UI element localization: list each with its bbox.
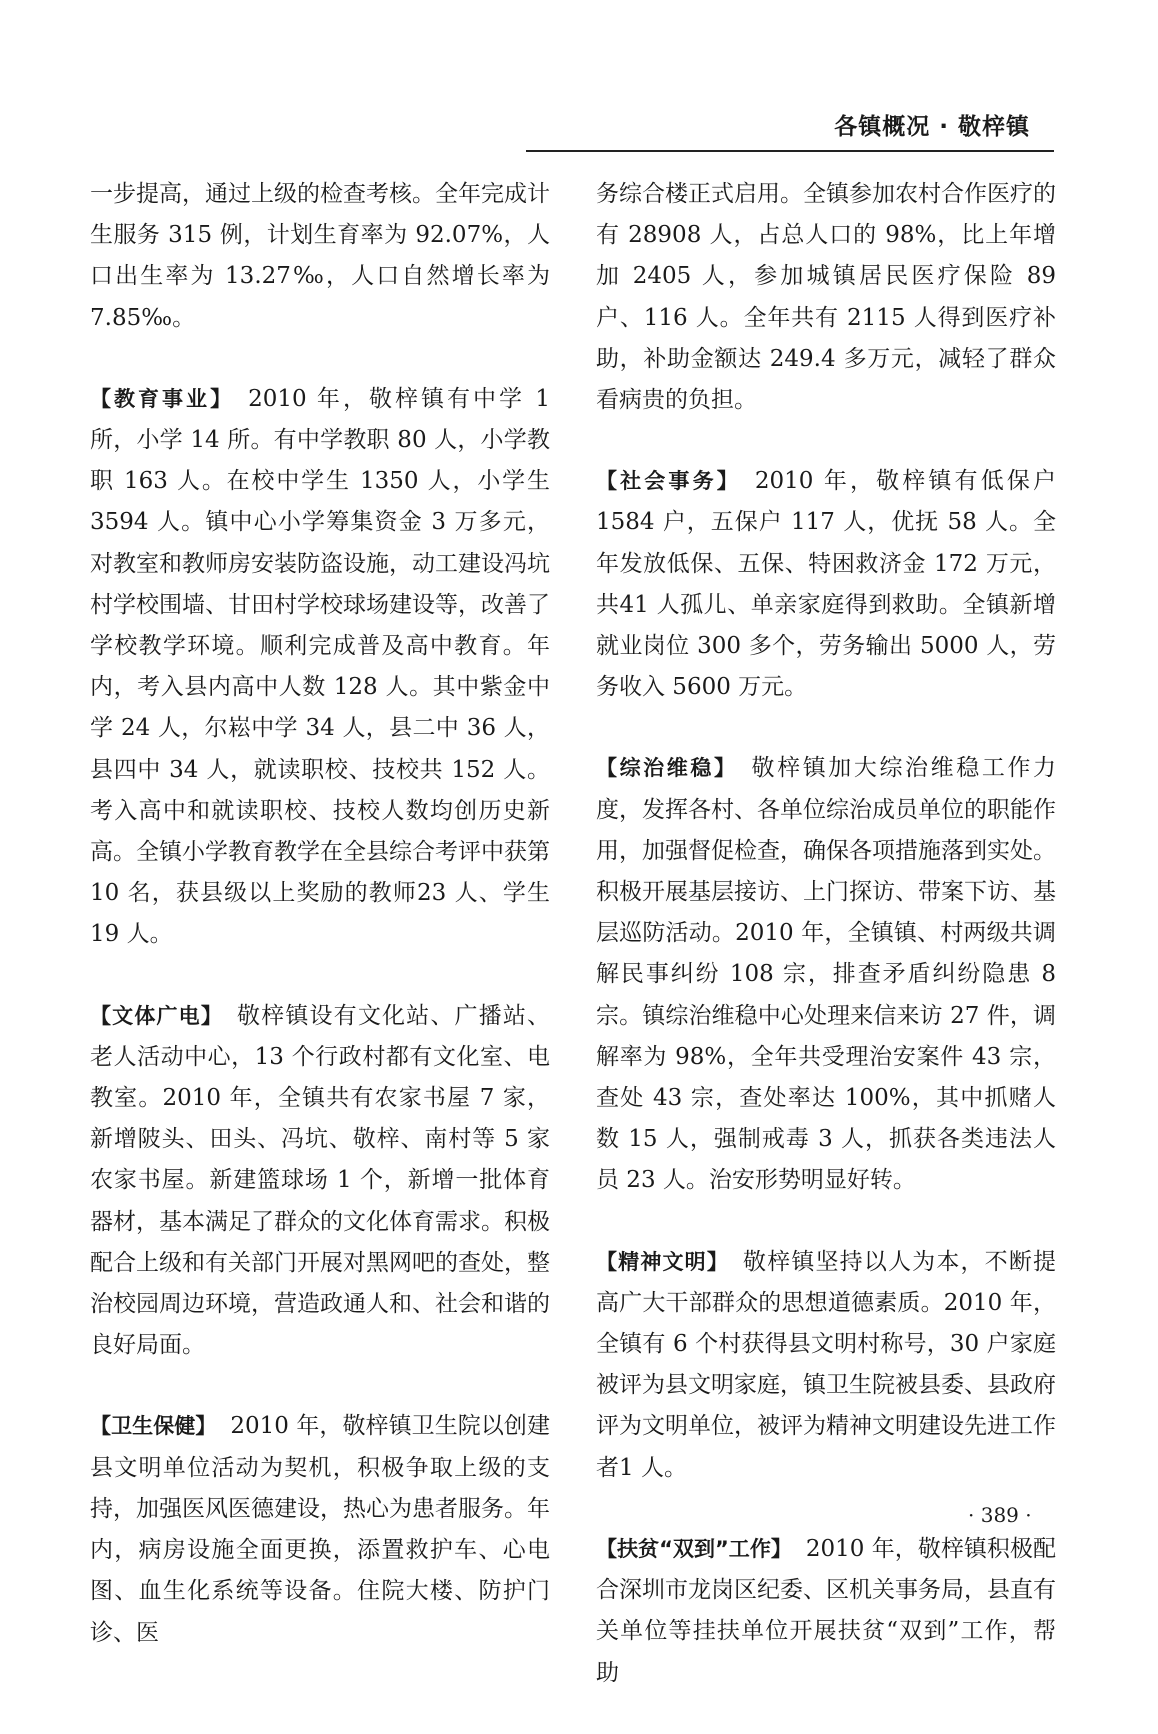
section-heading: 【卫生保健】 [90, 1414, 217, 1439]
paragraph-text: 敬梓镇坚持以人为本，不断提高广大干部群众的思想道德素质。2010 年，全镇有 6 个村获得县文明村称号，30 户家庭被评为县文明家庭，镇卫生院被县委、县政府评为文明单位，被评为精神文明建设先进工作者1 人。 [596, 1248, 1057, 1481]
paragraph-text: 2010 年，敬梓镇有中学 1 所，小学 14 所。有中学教职 80 人，小学教职 163 人。在校中学生 1350 人，小学生 3594 人。镇中心小学筹集资金 3 万多元，对教室和教师房安装防盗设施，动工建设冯坑村学校围墙、甘田村学校球场建设等，改善了学校教学环境。顺利完成普及高中教育。年内，考入县内高中人数 128 人。其中紫金中学 24 人，尔崧中学 34 人，县二中 36 人，县四中 34 人，就读职校、技校共 152 人。考入高中和就读职校、技校人数均创历史新高。全镇小学教育教学在全县综合考评中获第10 名，获县级以上奖励的教师23 人、学生19 人。 [90, 385, 550, 948]
paragraph-text: 敬梓镇设有文化站、广播站、老人活动中心，13 个行政村都有文化室、电教室。2010 年，全镇共有农家书屋 7 家，新增陂头、田头、冯坑、敬梓、南村等 5 家农家书屋。新建篮球场 1 个，新增一批体育器材，基本满足了群众的文化体育需求。积极配合上级和有关部门开展对黑网吧的查处，整治校园周边环境，营造政通人和、社会和谐的良好局面。 [90, 1002, 551, 1359]
paragraph-text: 2010 年，敬梓镇卫生院以创建县文明单位活动为契机，积极争取上级的支持，加强医风医德建设，热心为患者服务。年内，病房设施全面更换，添置救护车、心电图、血生化系统等设备。住院大楼、防护门诊、医 [90, 1413, 550, 1646]
header-rule [526, 150, 1054, 152]
paragraph-text: 一步提高，通过上级的检查考核。全年完成计生服务 315 例，计划生育率为 92.07%，人口出生率为 13.27‰，人口自然增长率为 7.85‰。 [90, 181, 550, 331]
paragraph-continuation-family-planning [90, 174, 550, 339]
section-heading: 【社会事务】 [596, 469, 741, 494]
section-heading: 【精神文明】 [596, 1249, 729, 1274]
section-heading: 【文体广电】 [90, 1003, 223, 1028]
paragraph-text: 敬梓镇加大综治维稳工作力度，发挥各村、各单位综治成员单位的职能作用，加强督促检查，确保各项措施落到实处。积极开展基层接访、上门探访、带案下访、基层巡防活动。2010 年，全镇镇、村两级共调解民事纠纷 108 宗，排查矛盾纠纷隐患 8 宗。镇综治维稳中心处理来信来访 27 件，调解率为 98%，全年共受理治安案件 43 宗，查处 43 宗，查处率达 100%，其中抓赌人数 15 人，强制戒毒 3 人，抓获各类违法人员 23 人。治安形势明显好转。 [596, 755, 1057, 1194]
section-health [90, 1406, 550, 1653]
left-column [90, 174, 550, 1694]
section-heading: 【扶贫“双到”工作】 [596, 1536, 792, 1561]
paragraph-text: 2010 年，敬梓镇积极配合深圳市龙岗区纪委、区机关事务局，县直有关单位等挂扶单位开展扶贫“双到”工作，帮助 [596, 1535, 1056, 1686]
paragraph-text: 务综合楼正式启用。全镇参加农村合作医疗的有 28908 人，占总人口的 98%，比上年增加 2405 人，参加城镇居民医疗保险 89 户、116 人。全年共有 2115 人得到医疗补助，补助金额达 249.4 多万元，减轻了群众看病贵的负担。 [596, 181, 1056, 414]
section-poverty-alleviation [596, 1529, 1056, 1694]
section-education [90, 379, 550, 956]
right-column [596, 174, 1056, 1734]
section-culture-sports [90, 996, 550, 1367]
section-heading: 【教育事业】 [90, 386, 235, 411]
page-number: · 389 · [968, 1503, 1032, 1527]
paragraph-text: 2010 年，敬梓镇有低保户 1584 户，五保户 117 人，优抚 58 人。全年发放低保、五保、特困救济金 172 万元，共41 人孤儿、单亲家庭得到救助。全镇新增就业岗位 300 多个，劳务输出 5000 人，劳务收入 5600 万元。 [596, 468, 1056, 701]
section-public-security [596, 748, 1056, 1201]
section-social-affairs [596, 461, 1056, 708]
paragraph-continuation-health [596, 174, 1056, 421]
section-heading: 【综治维稳】 [596, 756, 738, 781]
running-header: 各镇概况 · 敬梓镇 [834, 114, 1030, 140]
section-spiritual-civilization [596, 1242, 1056, 1489]
